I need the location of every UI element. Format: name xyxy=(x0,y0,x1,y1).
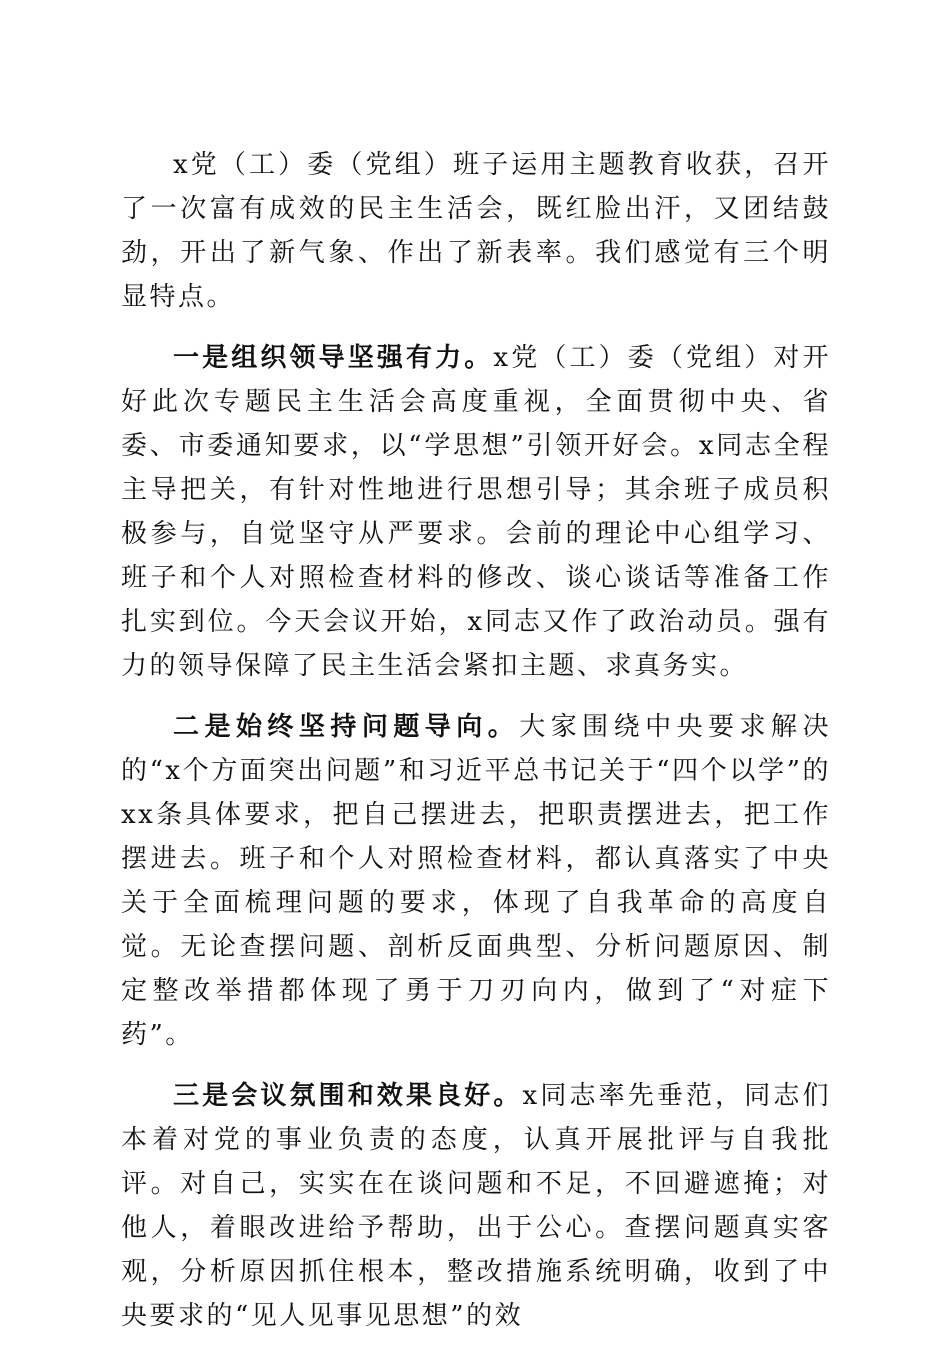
paragraph-lead: 三是会议氛围和效果良好。 xyxy=(173,1081,523,1111)
paragraph-text: x同志率先垂范，同志们本着对党的事业负责的态度，认真开展批评与自我批评。对自己，实实在在谈问题和不足，不回避遮掩；对他人，着眼改进给予帮助，出于公心。查摆问题真实客观，分析原因抓住根本，整改措施系统明确，收到了中央要求的“见人见事见思想”的效 xyxy=(121,1081,831,1331)
paragraph-text: x党（工）委（党组）对开好此次专题民主生活会高度重视，全面贯彻中央、省委、市委通知要求，以“学思想”引领开好会。x同志全程主导把关，有针对性地进行思想引导；其余班子成员积极参与，自觉坚守从严要求。会前的理论中心组学习、班子和个人对照检查材料的修改、谈心谈话等准备工作扎实到位。今天会议开始，x同志又作了政治动员。强有力的领导保障了民主生活会紧扣主题、求真务实。 xyxy=(121,343,831,681)
paragraph-point-two xyxy=(121,705,831,1057)
paragraph-point-one xyxy=(121,336,831,688)
paragraph-text: x党（工）委（党组）班子运用主题教育收获，召开了一次富有成效的民主生活会，既红脸出汗，又团结鼓劲，开出了新气象、作出了新表率。我们感觉有三个明显特点。 xyxy=(121,150,831,312)
paragraph-intro xyxy=(121,143,831,319)
paragraph-text: 大家围绕中央要求解决的“x个方面突出问题”和习近平总书记关于“四个以学”的xx条具体要求，把自己摆进去，把职责摆进去，把工作摆进去。班子和个人对照检查材料，都认真落实了中央关于全面梳理问题的要求，体现了自我革命的高度自觉。无论查摆问题、剖析反面典型、分析问题原因、制定整改举措都体现了勇于刀刃向内，做到了“对症下药”。 xyxy=(121,712,831,1050)
document-body xyxy=(121,143,831,1355)
paragraph-point-three xyxy=(121,1074,831,1338)
paragraph-lead: 二是始终坚持问题导向。 xyxy=(173,712,520,742)
paragraph-lead: 一是组织领导坚强有力。 xyxy=(173,343,494,373)
